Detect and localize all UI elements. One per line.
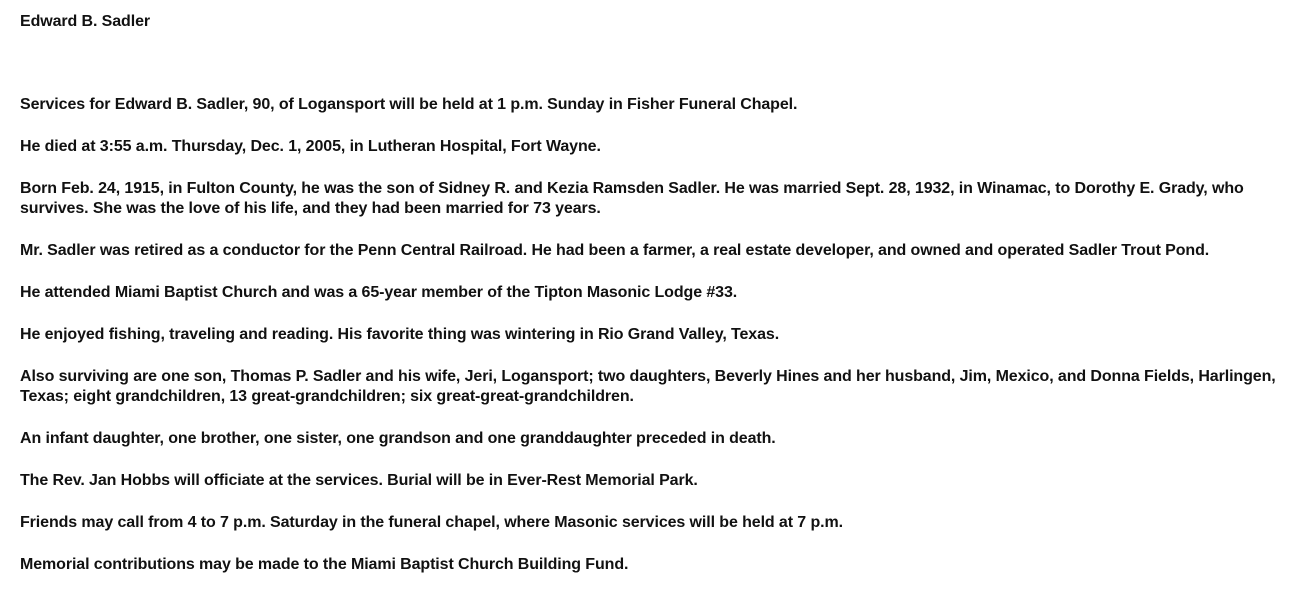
document-title: Edward B. Sadler bbox=[20, 13, 150, 30]
paragraph-hobbies: He enjoyed fishing, traveling and reading. His favorite thing was wintering in Rio Grand Valley, Texas. bbox=[20, 326, 780, 343]
paragraph-death: He died at 3:55 a.m. Thursday, Dec. 1, 2005, in Lutheran Hospital, Fort Wayne. bbox=[20, 138, 601, 155]
paragraph-preceded: An infant daughter, one brother, one sister, one grandson and one granddaughter preceded in death. bbox=[20, 430, 776, 447]
paragraph-visitation: Friends may call from 4 to 7 p.m. Saturday in the funeral chapel, where Masonic services will be held at 7 p.m. bbox=[20, 514, 843, 531]
paragraph-church-lodge: He attended Miami Baptist Church and was a 65-year member of the Tipton Masonic Lodge #33. bbox=[20, 284, 738, 301]
paragraph-services: Services for Edward B. Sadler, 90, of Logansport will be held at 1 p.m. Sunday in Fisher Funeral Chapel. bbox=[20, 96, 798, 113]
paragraph-memorial: Memorial contributions may be made to the Miami Baptist Church Building Fund. bbox=[20, 556, 629, 573]
paragraph-officiate: The Rev. Jan Hobbs will officiate at the services. Burial will be in Ever-Rest Memorial Park. bbox=[20, 472, 698, 489]
paragraph-survivors: Also surviving are one son, Thomas P. Sadler and his wife, Jeri, Logansport; two daughters, Beverly Hines and her husband, Jim, Mexico, and Donna Fields, Harlingen, Texas; eight grandchildren, 13 great-grandchildren; six great-great-grandchildren. bbox=[20, 368, 1276, 405]
paragraph-career: Mr. Sadler was retired as a conductor for the Penn Central Railroad. He had been a farmer, a real estate developer, and owned and operated Sadler Trout Pond. bbox=[20, 242, 1210, 259]
obituary-document bbox=[20, 12, 1278, 597]
paragraph-birth-marriage: Born Feb. 24, 1915, in Fulton County, he was the son of Sidney R. and Kezia Ramsden Sadler. He was married Sept. 28, 1932, in Winamac, to Dorothy E. Grady, who survives. She was the love of his life, and they had been married for 73 years. bbox=[20, 180, 1244, 217]
document-body bbox=[20, 95, 1278, 575]
